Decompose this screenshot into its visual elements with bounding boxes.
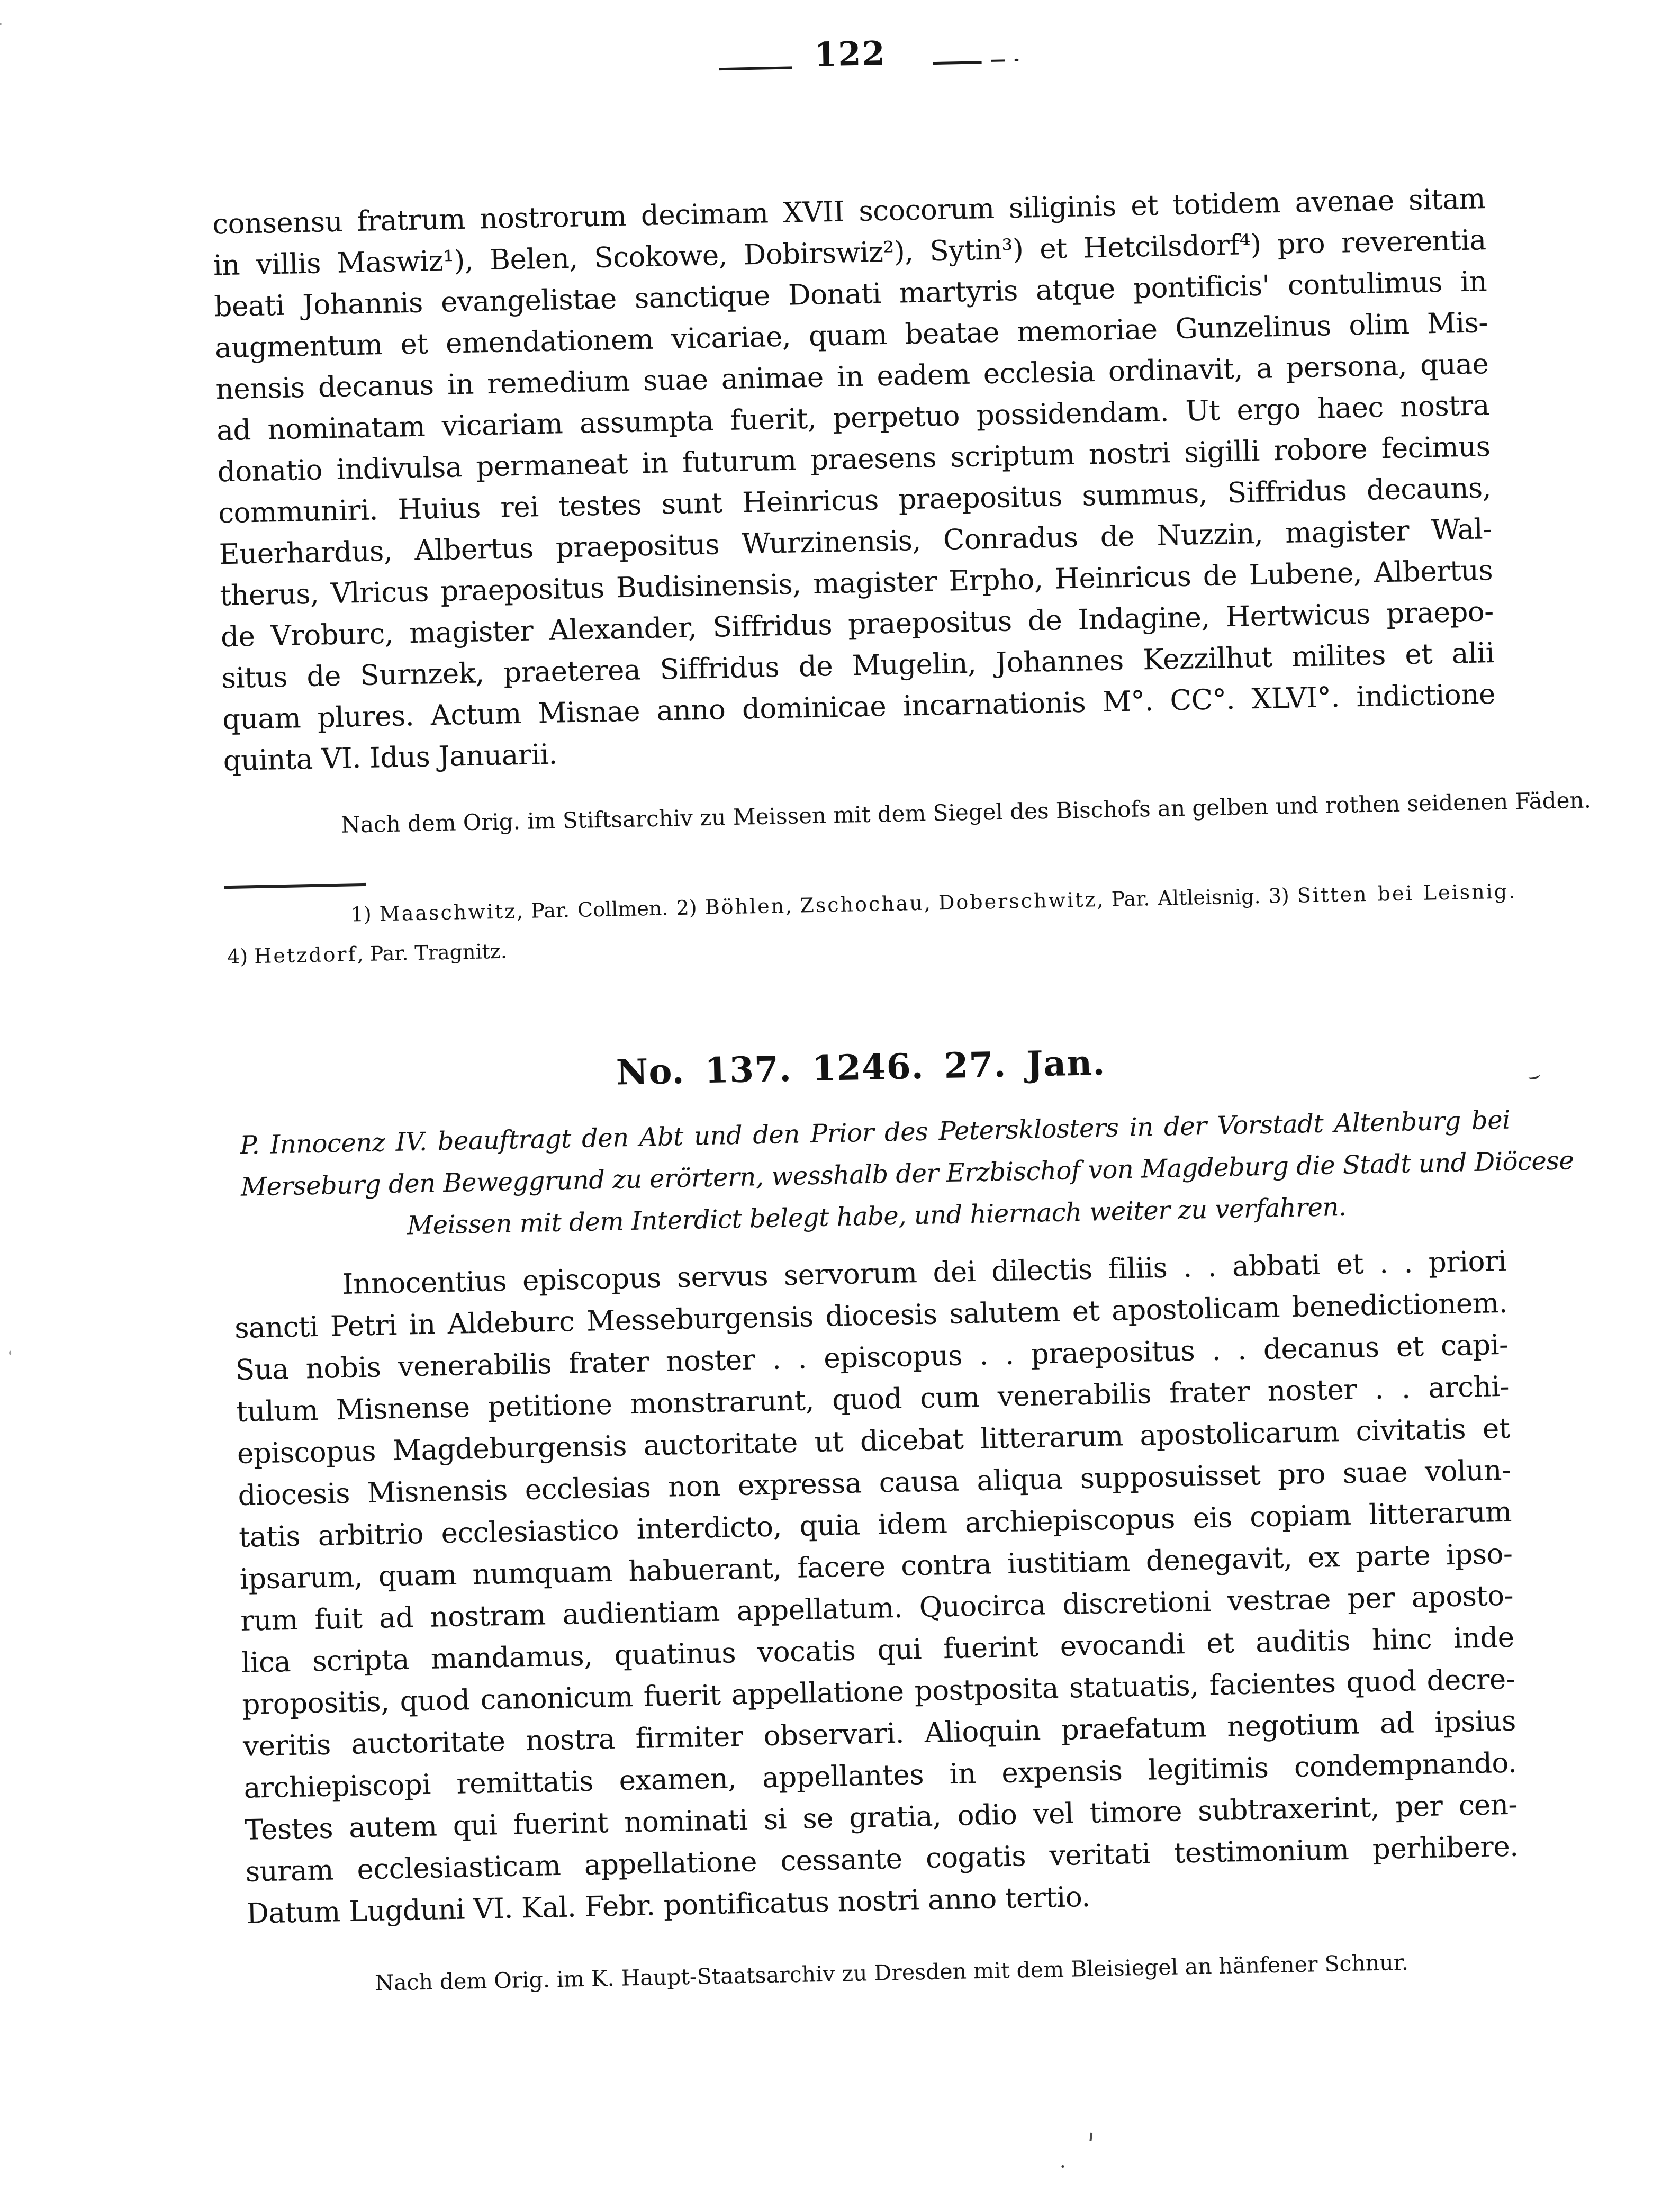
- footnote-text: , Par. Altleisnig. 3): [1097, 884, 1298, 912]
- stray-ink-mark: [1089, 2133, 1092, 2141]
- charter-137-body-text: [233, 1240, 1520, 1935]
- text-line: P. Innocenz IV. beauftragt den Abt und den Prior des Petersklosters in der Vorstadt Altenburg bei: [239, 1105, 1511, 1160]
- text-line: lica scripta mandamus, quatinus vocatis qui fuerint evocandi et auditis hinc inde: [241, 1621, 1515, 1679]
- text-line: donatio indivulsa permaneat in futurum praesens scriptum nostri sigilli robore fecimus: [217, 430, 1491, 489]
- text-line: Testes autem qui fuerint nominati si se gratia, odio vel timore subtraxerint, per cen-: [244, 1788, 1518, 1846]
- footnotes-block: [226, 871, 1516, 977]
- charter-136-source-note: Nach dem Orig. im Stiftsarchiv zu Meissen mit dem Siegel des Bischofs an gelben und rothen seidenen Fäden.: [340, 787, 1592, 838]
- text-line: tatis arbitrio ecclesiastico interdicto, quia idem archiepiscopus eis copiam litterarum: [238, 1496, 1512, 1554]
- text-line: veritis auctoritate nostra firmiter observari. Alioquin praefatum negotium ad ipsius: [242, 1705, 1516, 1763]
- charter-137-source-note: Nach dem Orig. im K. Haupt-Staatsarchiv zu Dresden mit dem Bleisiegel an hänfener Schnur.: [374, 1949, 1409, 1996]
- footnote-text: , Par. Tragnitz.: [357, 939, 508, 966]
- footnote-place-name: Hetzdorf: [254, 942, 358, 968]
- text-line: ad nominatam vicariam assumpta fuerit, perpetuo possidendam. Ut ergo haec nostra: [216, 389, 1490, 447]
- text-line: episcopus Magdeburgensis auctoritate ut dicebat litterarum apostolicarum civitatis et: [237, 1412, 1511, 1470]
- stray-ink-mark: [1528, 1071, 1540, 1080]
- footnote-text: ,: [924, 891, 939, 915]
- scan-speck: [1061, 2165, 1064, 2168]
- header-rule-right-short: [991, 59, 1005, 62]
- text-line: de Vroburc, magister Alexander, Siffridus praepositus de Indagine, Hertwicus praepo-: [220, 596, 1494, 654]
- footnote-place-name: Böhlen: [704, 894, 786, 920]
- text-line: Sua nobis venerabilis frater noster . . episcopus . . praepositus . . decanus et capi-: [235, 1328, 1509, 1387]
- text-line: Merseburg den Beweggrund zu erörtern, wesshalb der Erzbischof von Magdeburg die Stadt und Diöcese: [240, 1146, 1574, 1202]
- text-line: rum fuit ad nostram audientiam appellatum. Quocirca discretioni vestrae per aposto-: [240, 1579, 1514, 1637]
- footnote-place-name: Maaschwitz: [379, 899, 517, 926]
- text-line: communiri. Huius rei testes sunt Heinricus praepositus summus, Siffridus decauns,: [218, 472, 1492, 530]
- text-line: Euerhardus, Albertus praepositus Wurzinensis, Conradus de Nuzzin, magister Wal-: [219, 513, 1493, 571]
- text-line: ipsarum, quam numquam habuerant, facere contra iustitiam denegavit, ex parte ipso-: [239, 1537, 1513, 1596]
- scan-speck: [0, 23, 2, 25]
- footnote-text: 1): [350, 902, 380, 926]
- header-rule-left: [719, 66, 792, 70]
- footnote-text: , Par. Collmen. 2): [516, 896, 706, 923]
- text-line: quam plures. Actum Misnae anno dominicae incarnationis M°. CC°. XLVI°. indictione: [222, 678, 1496, 736]
- text-line: in villis Maswiz¹), Belen, Scokowe, Dobirswiz²), Sytin³) et Hetcilsdorf⁴) pro reverentia: [213, 224, 1487, 282]
- charter-137-regest: [239, 1100, 1574, 1250]
- header-rule-dot: [1014, 59, 1018, 61]
- text-line: Datum Lugduni VI. Kal. Febr. pontificatus nostri anno tertio.: [246, 1880, 1091, 1930]
- text-line: situs de Surnzek, praeterea Siffridus de Mugelin, Johannes Kezzilhut milites et alii: [221, 637, 1495, 695]
- footnote-place-name: Doberschwitz: [938, 888, 1097, 915]
- text-line: consensu fratrum nostrorum decimam XVII scocorum siliginis et totidem avenae sitam: [212, 183, 1486, 241]
- text-line: tulum Misnense petitione monstrarunt, quod cum venerabilis frater noster . . archi-: [236, 1370, 1510, 1429]
- text-line: archiepiscopi remittatis examen, appellantes in expensis legitimis condempnando.: [243, 1746, 1517, 1805]
- text-line: Innocentius episcopus servus servorum dei dilectis filiis . . abbati et . . priori: [342, 1245, 1507, 1301]
- footnote-text: .: [1508, 879, 1515, 903]
- text-line: propositis, quod canonicum fuerit appellatione postposita statuatis, facientes quod decre-: [241, 1663, 1515, 1721]
- text-line: augmentum et emendationem vicariae, quam beatae memoriae Gunzelinus olim Mis-: [214, 307, 1488, 365]
- footnote-separator-rule: [224, 883, 366, 889]
- footnote-place-name: Sitten bei Leisnig: [1297, 879, 1509, 907]
- footnote-place-name: Zschochau: [799, 891, 925, 917]
- footnote-text: 4): [227, 944, 255, 969]
- footnote-text: ,: [785, 894, 800, 917]
- text-line: quinta VI. Idus Januarii.: [223, 738, 558, 778]
- text-line: diocesis Misnensis ecclesias non expressa causa aliqua supposuisset pro suae volun-: [238, 1454, 1511, 1512]
- text-line: nensis decanus in remedium suae animae in eadem ecclesia ordinavit, a persona, quae: [215, 348, 1489, 406]
- text-line: therus, Vlricus praepositus Budisinensis, magister Erpho, Heinricus de Lubene, Albertus: [219, 554, 1493, 612]
- text-line: Meissen mit dem Interdict belegt habe, und hiernach weiter zu verfahren.: [407, 1192, 1347, 1241]
- scan-speck: [9, 1351, 11, 1355]
- charter-137-heading: No. 137. 1246. 27. Jan.: [616, 1041, 1106, 1093]
- page-number: 122: [814, 33, 887, 74]
- header-rule-right: [933, 61, 982, 65]
- text-line: beati Johannis evangelistae sanctique Donati martyris atque pontificis' contulimus in: [213, 265, 1487, 323]
- text-line: sancti Petri in Aldeburc Messeburgensis diocesis salutem et apostolicam benedictionem.: [234, 1286, 1508, 1345]
- charter-136-body-text: [212, 178, 1496, 782]
- text-line: suram ecclesiasticam appellatione cessante cogatis veritati testimonium perhibere.: [245, 1830, 1519, 1888]
